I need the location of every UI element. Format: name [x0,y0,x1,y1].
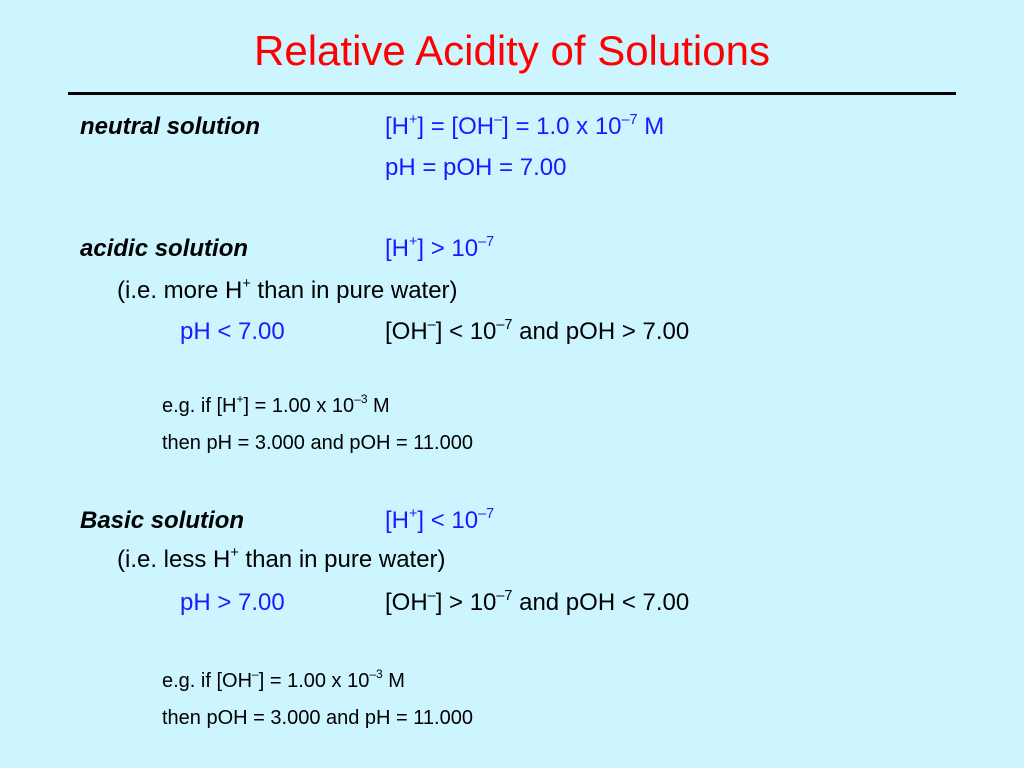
neutral-ph: pH = pOH = 7.00 [385,154,567,181]
acidic-label: acidic solution [80,235,249,262]
basic-example-result: then pOH = 3.000 and pH = 11.000 [162,707,473,729]
acidic-oh-condition: $[OH^-] < 10^{-7}$ and pOH > 7.00 [385,316,690,345]
acidic-condition: $[H^+] > 10^{-7}$ [385,233,495,262]
basic-explanation: (i.e. less H+ than in pure water) [117,544,446,573]
title-divider [68,92,956,95]
basic-condition: $[H^+] < 10^{-7}$ [385,505,495,534]
acidic-example: e.g. if [H+] = 1.00 x $10^{-3}$ M [162,392,390,417]
neutral-label: neutral solution [80,113,260,140]
acidic-example-result: then pH = 3.000 and pOH = 11.000 [162,432,473,454]
neutral-concentration: [H+] = [OH–] = 1.0 x $10^{-7}$ M [385,111,665,140]
basic-label: Basic solution [80,507,245,534]
acidic-ph: pH < 7.00 [180,318,285,345]
basic-oh-condition: $[OH^-] > 10^{-7}$ and pOH < 7.00 [385,587,690,616]
basic-ph: pH > 7.00 [180,589,285,616]
basic-example: e.g. if [OH–] = 1.00 x $10^{-3}$ M [162,667,405,692]
slide-title: Relative Acidity of Solutions [254,27,770,74]
acidic-explanation: (i.e. more H+ than in pure water) [117,275,458,304]
